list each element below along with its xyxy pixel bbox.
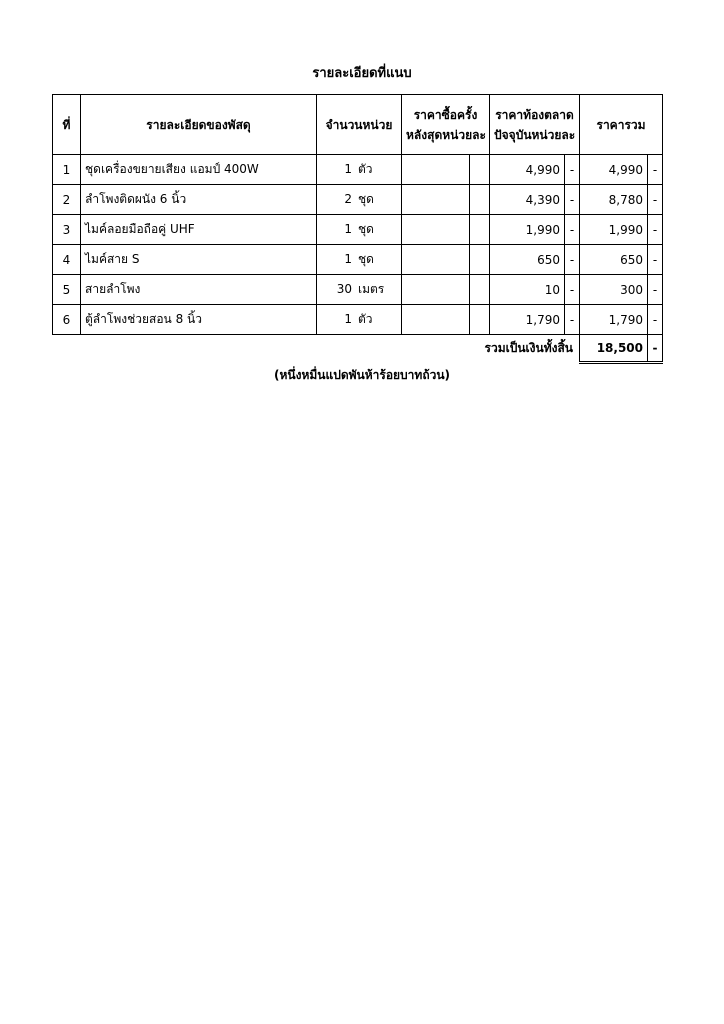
- row-no: 1: [53, 155, 81, 185]
- row-description: ไมค์สาย S: [81, 245, 317, 275]
- row-total: 300: [580, 275, 648, 305]
- row-market-price-sub: -: [565, 215, 580, 245]
- table-row: [53, 275, 663, 305]
- header-last-price-line2: หลังสุดหน่วยละ: [406, 127, 486, 142]
- row-total-sub: -: [648, 155, 663, 185]
- row-total-sub: -: [648, 275, 663, 305]
- row-market-price-sub: -: [565, 305, 580, 335]
- row-no: 6: [53, 305, 81, 335]
- row-description: ไมค์ลอยมือถือคู่ UHF: [81, 215, 317, 245]
- header-market-price: [490, 95, 580, 155]
- row-description: ชุดเครื่องขยายเสียง แอมป์ 400W: [81, 155, 317, 185]
- table-row: [53, 305, 663, 335]
- row-total: 1,990: [580, 215, 648, 245]
- row-total: 4,990: [580, 155, 648, 185]
- grand-total-label: รวมเป็นเงินทั้งสิ้น: [484, 341, 574, 356]
- row-market-price: 10: [490, 275, 565, 305]
- row-quantity: [317, 245, 402, 275]
- total-spacer: [81, 335, 317, 363]
- row-last-price: [402, 185, 470, 215]
- row-last-price-sub: [470, 155, 490, 185]
- row-market-price: 650: [490, 245, 565, 275]
- row-qty-unit: ชุด: [358, 192, 374, 206]
- grand-total-row: [53, 335, 663, 363]
- table-row: [53, 215, 663, 245]
- row-market-price-sub: -: [565, 275, 580, 305]
- table-row: [53, 155, 663, 185]
- amount-in-words: (หนึ่งหมื่นแปดพันห้าร้อยบาทถ้วน): [273, 368, 451, 382]
- header-description: รายละเอียดของพัสดุ: [81, 95, 317, 155]
- total-spacer: [317, 335, 402, 363]
- items-table: [52, 94, 663, 364]
- row-last-price: [402, 215, 470, 245]
- row-qty-number: 30: [336, 282, 352, 296]
- row-description: ตู้ลำโพงช่วยสอน 8 นิ้ว: [81, 305, 317, 335]
- row-market-price: 1,790: [490, 305, 565, 335]
- grand-total-value: 18,500: [580, 335, 648, 363]
- row-last-price-sub: [470, 305, 490, 335]
- row-qty-unit: ตัว: [358, 162, 373, 176]
- row-total-sub: -: [648, 215, 663, 245]
- row-last-price: [402, 245, 470, 275]
- row-total: 1,790: [580, 305, 648, 335]
- row-quantity: [317, 275, 402, 305]
- table-row: [53, 245, 663, 275]
- header-market-price-line2: ปัจจุบันหน่วยละ: [494, 127, 576, 142]
- row-no: 3: [53, 215, 81, 245]
- header-last-price-line1: ราคาซื้อครั้ง: [413, 107, 478, 122]
- row-total-sub: -: [648, 245, 663, 275]
- row-no: 4: [53, 245, 81, 275]
- row-market-price-sub: -: [565, 185, 580, 215]
- row-qty-number: 2: [344, 192, 352, 206]
- row-qty-number: 1: [344, 222, 352, 236]
- row-qty-unit: ชุด: [358, 252, 374, 266]
- row-no: 2: [53, 185, 81, 215]
- row-market-price: 1,990: [490, 215, 565, 245]
- header-last-price: [402, 95, 490, 155]
- row-last-price: [402, 305, 470, 335]
- row-market-price: 4,390: [490, 185, 565, 215]
- row-qty-unit: ตัว: [358, 312, 373, 326]
- row-qty-number: 1: [344, 162, 352, 176]
- row-quantity: [317, 215, 402, 245]
- header-market-price-line1: ราคาท้องตลาด: [495, 107, 574, 122]
- row-qty-unit: เมตร: [358, 282, 385, 296]
- row-quantity: [317, 185, 402, 215]
- row-qty-number: 1: [344, 312, 352, 326]
- row-no: 5: [53, 275, 81, 305]
- table-header-row: [53, 95, 663, 155]
- row-description: ลำโพงติดผนัง 6 นิ้ว: [81, 185, 317, 215]
- row-total-sub: -: [648, 185, 663, 215]
- row-total: 8,780: [580, 185, 648, 215]
- header-total: ราคารวม: [580, 95, 663, 155]
- row-market-price-sub: -: [565, 245, 580, 275]
- total-spacer: [402, 335, 470, 363]
- row-quantity: [317, 305, 402, 335]
- row-last-price: [402, 155, 470, 185]
- row-last-price-sub: [470, 245, 490, 275]
- row-qty-unit: ชุด: [358, 222, 374, 236]
- total-spacer: [53, 335, 81, 363]
- row-last-price: [402, 275, 470, 305]
- row-total: 650: [580, 245, 648, 275]
- table-row: [53, 185, 663, 215]
- row-qty-number: 1: [344, 252, 352, 266]
- row-market-price: 4,990: [490, 155, 565, 185]
- row-description: สายลำโพง: [81, 275, 317, 305]
- grand-total-sub: -: [648, 335, 663, 363]
- row-market-price-sub: -: [565, 155, 580, 185]
- row-last-price-sub: [470, 185, 490, 215]
- row-last-price-sub: [470, 215, 490, 245]
- row-quantity: [317, 155, 402, 185]
- row-total-sub: -: [648, 305, 663, 335]
- document-title: รายละเอียดที่แนบ: [312, 66, 412, 81]
- row-last-price-sub: [470, 275, 490, 305]
- header-quantity: จำนวนหน่วย: [317, 95, 402, 155]
- header-no: ที่: [53, 95, 81, 155]
